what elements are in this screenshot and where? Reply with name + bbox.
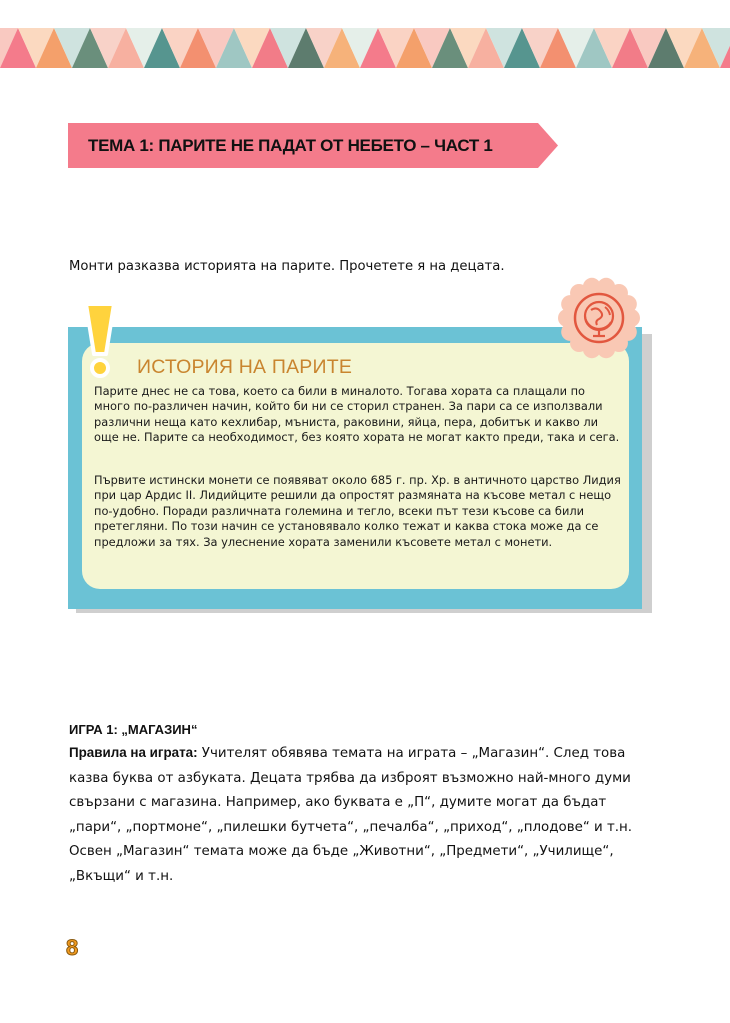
intro-text: Монти разказва историята на парите. Прочетете я на децата.	[69, 259, 505, 274]
decorative-triangle-banner	[0, 28, 730, 68]
page-number: 8	[66, 935, 79, 960]
story-paragraph: Парите днес не са това, което са били в миналото. Тогава хората са плащали по много по-различен начин, който би ни се сторил странен. За пари са се използвали различни неща като кехлибар, мъниста, раковини, яйца, пера, добитък и какво ли още не. Парите са необходимост, без която хората не могат както преди, така и сега.	[94, 384, 620, 445]
game-rules-label: Правила на играта:	[69, 745, 198, 760]
globe-icon	[558, 277, 640, 359]
game-rules-text: Учителят обявява темата на играта – „Магазин“. След това казва буква от азбуката. Децата трябва да изброят възможно най-много думи свързани с магазина. Например, ако буквата е „П“, думите могат да бъдат „пари“, „портмоне“, „пилешки бутчета“, „печалба“, „приход“, „плодове“ и т.н. Освен „Магазин“ темата може да бъде „Животни“, „Предмети“, „Училище“, „Вкъщи“ и т.н.	[69, 746, 633, 884]
topic-title: ТЕМА 1: ПАРИТЕ НЕ ПАДАТ ОТ НЕБЕТО – ЧАСТ 1	[88, 136, 493, 155]
exclamation-icon	[80, 300, 120, 380]
story-paragraph: Първите истински монети се появяват около 685 г. пр. Хр. в античното царство Лидия при цар Ардис II. Лидийците решили да опростят размяната на късове метал с нещо по-удобно. Поради различната големина и тегло, всеки път тези късове са били претегляни. По този начин се установявало колко тежат и каква стока може да се предложи за тях. За улеснение хората заменили късовете метал с монети.	[94, 473, 621, 549]
game-title: ИГРА 1: „МАГАЗИН“	[69, 722, 198, 737]
game-rules	[69, 741, 649, 890]
topic-banner	[68, 123, 558, 168]
story-box-panel	[82, 343, 629, 589]
story-title: ИСТОРИЯ НА ПАРИТЕ	[137, 356, 353, 378]
